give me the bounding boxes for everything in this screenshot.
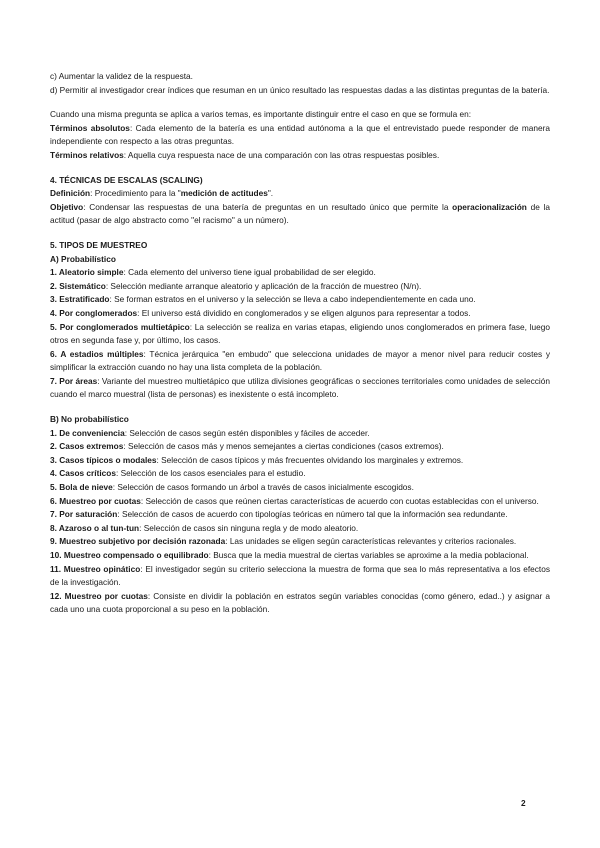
definition-end: ". [267,188,274,199]
list-item [50,321,550,348]
list-item-text: : Cada elemento del universo tiene igual probabilidad de ser elegido. [123,267,376,278]
list-item-term: 9. Muestreo subjetivo por decisión razonada [50,536,226,547]
probabilistic-list [50,266,550,402]
list-item [50,454,550,468]
list-item [50,522,550,536]
list-item-term: 11. Muestreo opinático [50,563,141,574]
list-item-term: 10. Muestreo compensado o equilibrado [50,550,209,560]
list-item-d: d) Permitir al investigador crear índices que resuman en un único resultado las respuestas dadas a las distintas preguntas de la batería. [50,84,550,95]
relative-terms-text: : Aquella cuya respuesta nace de una comparación con las otras respuestas posibles. [123,149,440,160]
list-item-text: : El universo está dividido en conglomerados y se eligen algunos para representar a todos. [137,307,471,318]
list-item-text: : Selección de casos formando un árbol a través de casos inicialmente escogidos. [112,482,414,493]
list-item-text: : Selección de los casos esenciales para el estudio. [115,468,306,479]
list-item-text: : Selección de casos más y menos semejantes a ciertas condiciones (casos extremos). [123,441,444,452]
list-item-text: : Selección mediante arranque aleatorio y aplicación de la fracción de muestreo (N/n). [105,280,422,291]
list-item-term: 12. Muestreo por cuotas [50,590,148,601]
list-item-term: 3. Casos típicos o modales [50,454,157,465]
list-item-term: 5. Por conglomerados multietápico [50,321,190,332]
list-item-term: 1. De conveniencia [50,427,125,438]
probabilistic-heading: A) Probabilístico [50,253,116,264]
list-item [50,508,550,522]
non-probabilistic-heading: B) No probabilístico [50,414,129,425]
list-item [50,563,550,590]
list-item-text: : El investigador según su criterio selecciona la muestra de forma que sea lo más representativa a los efectos de la investigación. [50,563,550,588]
list-item [50,440,550,454]
list-item-text: : Técnica jerárquica "en embudo" que selecciona unidades de mayor a menor nivel para reducir costes y simplificar la extracción cuando no hay una lista completa de la población. [50,348,551,373]
list-item [50,481,550,495]
relative-terms-paragraph [50,149,550,163]
list-item [50,467,550,481]
list-item-term: 8. Azaroso o al tun-tun [50,522,140,533]
list-item-term: 4. Por conglomerados [50,307,138,318]
list-item [50,549,550,563]
list-item-term: 3. Estratificado [50,294,110,305]
list-item-term: 6. A estadios múltiples [50,348,144,359]
list-item [50,495,550,509]
list-item-text: : Consiste en dividir la población en estratos según variables conocidas (como género, edad..) y asignar a cada uno una cuota proporcional a su peso en la población. [50,590,550,615]
non-probabilistic-list [50,427,550,617]
objective-text: : Condensar las respuestas de una batería de preguntas en un resultado único que permite la [83,201,453,212]
list-item-text: : Selección de casos sin ninguna regla y de modo aleatorio. [139,522,359,533]
list-item [50,348,550,375]
list-item-text: : Selección de casos típicos y más frecuentes olvidando los marginales y extremos. [156,454,464,465]
page-number: 2 [521,798,526,808]
list-item-text: : Las unidades se eligen según características relevantes y criterios racionales. [225,536,517,547]
list-item-text: : Selección de casos según estén disponibles y fáciles de acceder. [124,427,370,438]
section-4-heading: 4. TÉCNICAS DE ESCALAS (SCALING) [50,174,203,185]
relative-terms-label: Términos relativos [50,149,124,160]
list-item-text: : Se forman estratos en el universo y la selección se lleva a cabo independientemente en cada uno. [109,294,476,305]
definition-paragraph [50,187,550,201]
page-content [50,70,550,617]
list-item [50,590,550,617]
objective-paragraph [50,201,550,228]
list-item-text: : Selección de casos de acuerdo con tipologías teóricas en número tal que la información sea redundante. [117,509,508,520]
absolute-terms-label: Términos absolutos [50,122,130,133]
list-item-text: : La selección se realiza en varias etapas, eligiendo unos conglomerados en primera fase, luego otros en segunda fase y, por último, los casos. [50,321,550,346]
objective-bold: operacionalización [452,201,527,212]
objective-label: Objetivo [50,201,84,212]
list-item-term: 4. Casos críticos [50,468,116,479]
list-item-term: 7. Por áreas [50,375,98,386]
list-item [50,307,550,321]
list-item-term: 1. Aleatorio simple [50,267,124,278]
definition-text: : Procedimiento para la " [90,188,181,199]
definition-bold: medición de actitudes [180,188,268,199]
list-item-term: 7. Por saturación [50,509,118,520]
list-item [50,375,550,402]
objective-end: de la actitud (pasar de algo abstracto como "el racismo" a un número). [50,201,550,226]
list-item-term: 6. Muestreo por cuotas [50,495,141,506]
list-item [50,535,550,549]
list-item-term: 5. Bola de nieve [50,482,113,493]
battery-lead: Cuando una misma pregunta se aplica a varios temas, es importante distinguir entre el caso en que se formula en: [50,109,472,120]
definition-label: Definición [50,188,91,199]
list-item-term: 2. Sistemático [50,280,106,291]
list-item [50,280,550,294]
list-item-c: c) Aumentar la validez de la respuesta. [50,71,193,81]
absolute-terms-paragraph [50,122,550,149]
list-item-text: : Variante del muestreo multietápico que utiliza divisiones geográficas o secciones territoriales como unidades de selección cuando el marco muestral (lista de personas) es inexistente o está incompleto. [50,375,551,400]
section-5-heading: 5. TIPOS DE MUESTREO [50,239,148,250]
list-item-text: : Selección de casos que reúnen ciertas características de acuerdo con cuotas establecidas con el universo. [140,495,539,506]
list-item-term: 2. Casos extremos [50,441,124,452]
list-item [50,427,550,441]
list-item-text: : Busca que la media muestral de ciertas variables se aproxime a la media poblacional. [208,550,529,560]
absolute-terms-text: : Cada elemento de la batería es una entidad autónoma a la que el entrevistado puede responder de manera independiente con respecto a las otras preguntas. [50,122,550,147]
list-item [50,266,550,280]
list-item [50,293,550,307]
